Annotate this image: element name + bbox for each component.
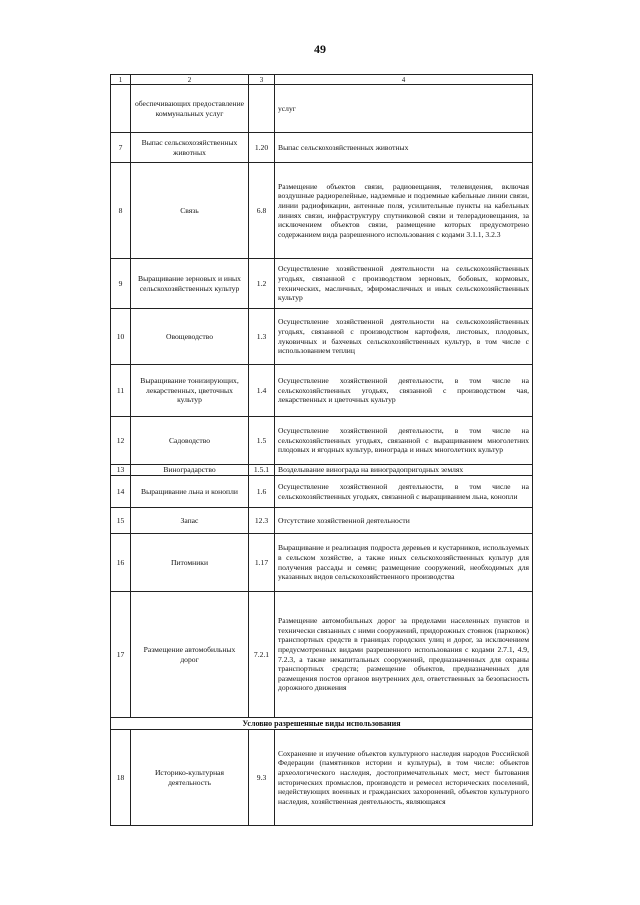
use-type-code: 1.5.1 bbox=[249, 465, 275, 476]
header-cell: 4 bbox=[275, 75, 533, 85]
use-type-code: 7.2.1 bbox=[249, 592, 275, 718]
use-type-name: Овощеводство bbox=[131, 309, 249, 365]
table-row bbox=[111, 163, 533, 259]
table-row bbox=[111, 309, 533, 365]
use-type-code: 1.20 bbox=[249, 133, 275, 163]
use-type-code: 1.17 bbox=[249, 534, 275, 592]
table-row bbox=[111, 133, 533, 163]
row-number: 18 bbox=[111, 730, 131, 826]
use-type-description: Осуществление хозяйственной деятельности, в том числе на сельскохозяйственных угодьях, связанной с выращиванием многолетних плодовых и ягодных культур, винограда и иных многолетних культур bbox=[275, 417, 533, 465]
use-type-description: Возделывание винограда на виноградопригодных землях bbox=[275, 465, 533, 476]
row-number: 7 bbox=[111, 133, 131, 163]
table-row bbox=[111, 476, 533, 508]
use-type-description: Осуществление хозяйственной деятельности, в том числе на сельскохозяйственных угодьях, связанной с производством чая, лекарственных и цветочных культур bbox=[275, 365, 533, 417]
use-type-code: 1.2 bbox=[249, 259, 275, 309]
row-number: 11 bbox=[111, 365, 131, 417]
use-type-code: 9.3 bbox=[249, 730, 275, 826]
row-number: 17 bbox=[111, 592, 131, 718]
use-type-description: Размещение автомобильных дорог за пределами населенных пунктов и технически связанных с ними сооружений, придорожных стоянок (парковок) транспортных средств в границах городских улиц и дорог, за исключением предусмотренных видами разрешенного использования с кодами 2.7.1, 4.9, 7.2.3, а также некапитальных сооружений, предназначенных для охраны транспортных средств; размещение объектов, предназначенных для размещения постов органов внутренних дел, ответственных за безопасность дорожного движения bbox=[275, 592, 533, 718]
use-type-description: услуг bbox=[275, 85, 533, 133]
use-type-code: 1.4 bbox=[249, 365, 275, 417]
use-type-description: Размещение объектов связи, радиовещания, телевидения, включая воздушные радиорелейные, надземные и подземные кабельные линии связи, линии радиофикации, антенные поля, усилительные пункты на кабельных линиях связи, инфраструктуру спутниковой связи и телерадиовещания, за исключением объектов связи, размещение которых предусмотрено содержанием вида разрешенного использования с кодами 3.1.1, 3.2.3 bbox=[275, 163, 533, 259]
header-cell: 3 bbox=[249, 75, 275, 85]
table-row bbox=[111, 259, 533, 309]
row-number bbox=[111, 85, 131, 133]
use-type-code: 6.8 bbox=[249, 163, 275, 259]
header-cell: 2 bbox=[131, 75, 249, 85]
use-type-code: 1.6 bbox=[249, 476, 275, 508]
table-row bbox=[111, 465, 533, 476]
table-row bbox=[111, 730, 533, 826]
table-row bbox=[111, 85, 533, 133]
use-type-name: Историко-культурная деятельность bbox=[131, 730, 249, 826]
row-number: 9 bbox=[111, 259, 131, 309]
row-number: 8 bbox=[111, 163, 131, 259]
use-type-description: Осуществление хозяйственной деятельности на сельскохозяйственных угодьях, связанной с производством картофеля, листовых, плодовых, луковичных и бахчевых сельскохозяйственных культур, в том числе с использованием теплиц bbox=[275, 309, 533, 365]
use-type-description: Осуществление хозяйственной деятельности на сельскохозяйственных угодьях, связанной с производством зерновых, бобовых, кормовых, технических, масличных, эфиромасличных и иных сельскохозяйственных культур bbox=[275, 259, 533, 309]
row-number: 15 bbox=[111, 508, 131, 534]
table-row bbox=[111, 417, 533, 465]
use-type-name: Связь bbox=[131, 163, 249, 259]
use-type-description: Выращивание и реализация подроста деревьев и кустарников, используемых в сельском хозяйстве, а также иных сельскохозяйственных культур для получения рассады и семян; размещение сооружений, необходимых для указанных видов сельскохозяйственного производства bbox=[275, 534, 533, 592]
use-type-description: Выпас сельскохозяйственных животных bbox=[275, 133, 533, 163]
row-number: 12 bbox=[111, 417, 131, 465]
table-header-row bbox=[111, 75, 533, 85]
page-number: 49 bbox=[314, 42, 326, 56]
use-type-description: Сохранение и изучение объектов культурного наследия народов Российской Федерации (памятников истории и культуры), в том числе: объектов археологического наследия, достопримечательных мест, мест бытования исторических промыслов, производств и ремесел исторических поселений, недействующих военных и гражданских захоронений, объектов культурного наследия, хозяйственная деятельность, являющаяся bbox=[275, 730, 533, 826]
row-number: 16 bbox=[111, 534, 131, 592]
row-number: 10 bbox=[111, 309, 131, 365]
use-type-name: Выпас сельскохозяйственных животных bbox=[131, 133, 249, 163]
table-row bbox=[111, 365, 533, 417]
use-type-name: Выращивание зерновых и иных сельскохозяйственных культур bbox=[131, 259, 249, 309]
use-type-description: Осуществление хозяйственной деятельности, в том числе на сельскохозяйственных угодьях, связанной с выращиванием льна, конопли bbox=[275, 476, 533, 508]
use-type-code: 12.3 bbox=[249, 508, 275, 534]
table-row bbox=[111, 508, 533, 534]
row-number: 13 bbox=[111, 465, 131, 476]
table-row bbox=[111, 534, 533, 592]
row-number: 14 bbox=[111, 476, 131, 508]
use-type-description: Отсутствие хозяйственной деятельности bbox=[275, 508, 533, 534]
use-type-name: Виноградарство bbox=[131, 465, 249, 476]
table-row bbox=[111, 592, 533, 718]
header-cell: 1 bbox=[111, 75, 131, 85]
use-type-name: Питомники bbox=[131, 534, 249, 592]
use-type-name: обеспечивающих предоставление коммунальных услуг bbox=[131, 85, 249, 133]
use-type-name: Запас bbox=[131, 508, 249, 534]
use-type-code: 1.3 bbox=[249, 309, 275, 365]
use-type-name: Садоводство bbox=[131, 417, 249, 465]
use-type-code bbox=[249, 85, 275, 133]
use-type-code: 1.5 bbox=[249, 417, 275, 465]
use-type-name: Выращивание тонизирующих, лекарственных, цветочных культур bbox=[131, 365, 249, 417]
use-type-name: Выращивание льна и конопли bbox=[131, 476, 249, 508]
use-type-name: Размещение автомобильных дорог bbox=[131, 592, 249, 718]
land-use-table bbox=[110, 74, 533, 826]
section-header-row bbox=[111, 718, 533, 730]
section-title: Условно разрешенные виды использования bbox=[111, 718, 533, 730]
